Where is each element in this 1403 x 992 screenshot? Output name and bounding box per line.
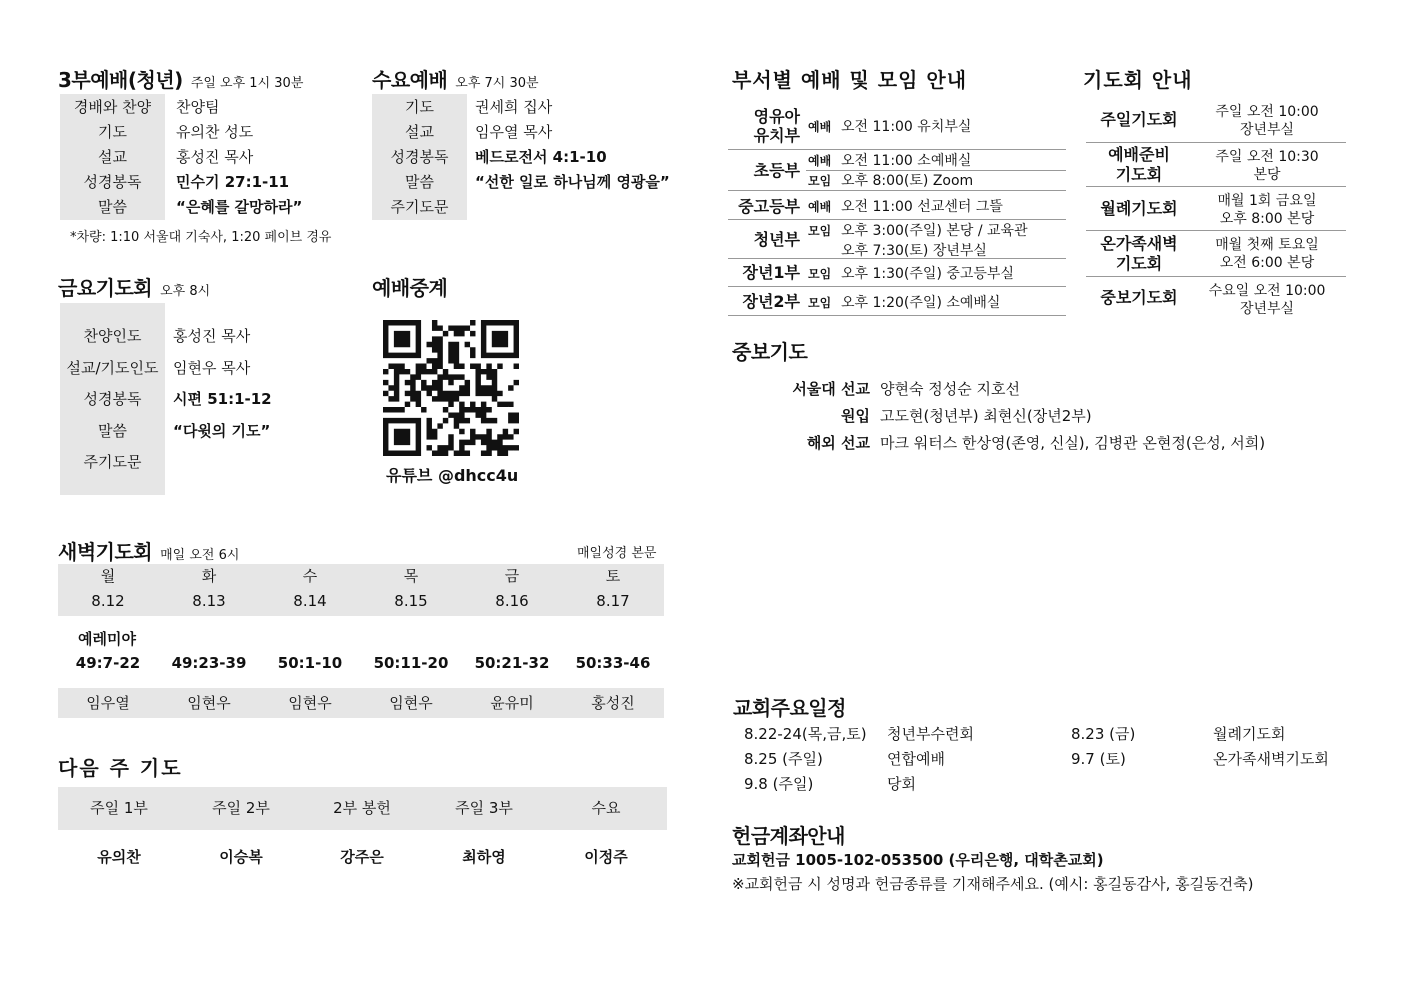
row-value: 임우열 목사 (475, 123, 553, 141)
wednesday-heading (372, 64, 539, 93)
divider (728, 315, 1066, 316)
department-detail: 오전 11:00 선교센터 그뜰 (841, 199, 1003, 215)
department-detail: 오후 7:30(토) 장년부실 (841, 242, 987, 259)
row-label: 경배와 찬양 (73, 98, 152, 116)
intercession-title: 중보기도 (732, 340, 808, 364)
schedule-date: 9.8 (주일) (744, 775, 814, 793)
schedule-date: 9.7 (토) (1071, 750, 1126, 768)
prayer-meeting-name: 중보기도회 (1100, 288, 1178, 307)
divider (728, 190, 1066, 191)
row-label: 기도 (98, 123, 127, 141)
dawn-day: 금 (504, 567, 520, 585)
dawn-time: 매일 오전 6시 (160, 548, 240, 563)
prayer-meeting-time: 매월 1회 금요일 (1217, 193, 1317, 209)
department-name: 영유아 유치부 (753, 107, 800, 145)
department-tag: 모임 (808, 223, 832, 238)
row-value: 홍성진 목사 (173, 327, 251, 345)
next-week-name: 강주은 (340, 848, 384, 866)
next-week-name: 최하영 (462, 848, 506, 866)
department-detail: 오후 1:30(주일) 중고등부실 (841, 265, 1014, 282)
prayer-meeting-time: 주일 오전 10:30 (1215, 149, 1319, 165)
department-detail: 오후 3:00(주일) 본당 / 교육관 (841, 222, 1028, 239)
dawn-passage: 49:23-39 (171, 654, 247, 672)
row-label: 설교 (405, 123, 434, 141)
next-week-name: 이승복 (219, 848, 263, 866)
department-name: 청년부 (753, 230, 800, 249)
broadcast-caption[interactable]: 유튜브 @dhcc4u (386, 466, 519, 485)
department-detail: 오후 8:00(토) Zoom (841, 173, 974, 189)
friday-heading (58, 272, 210, 301)
offering-note: ※교회헌금 시 성명과 헌금종류를 기재해주세요. (예시: 홍길동감사, 홍길동건축) (732, 875, 1254, 893)
row-value: 권세희 집사 (475, 98, 553, 116)
department-tag: 모임 (808, 295, 832, 310)
next-week-header: 수요 (591, 799, 621, 817)
dawn-date: 8.17 (596, 592, 630, 610)
row-value: 임현우 목사 (173, 358, 251, 377)
dawn-passage: 50:33-46 (575, 654, 651, 672)
department-tag: 예배 (808, 120, 832, 134)
row-label: 말씀 (98, 198, 127, 216)
prayer-meeting-time: 매월 첫째 토요일 (1215, 237, 1319, 253)
schedule-date: 8.25 (주일) (744, 750, 823, 768)
row-value: 찬양팀 (176, 98, 220, 116)
prayer-meeting-place: 오후 8:00 본당 (1219, 211, 1315, 227)
dawn-title: 새벽기도회 (58, 540, 153, 564)
row-label: 성경봉독 (390, 148, 449, 166)
broadcast-title: 예배중계 (372, 276, 448, 300)
dawn-leader: 임현우 (187, 694, 231, 712)
department-name: 초등부 (753, 160, 800, 180)
row-label: 성경봉독 (83, 173, 142, 191)
schedule-event: 연합예배 (887, 750, 945, 768)
service3-title: 3부예배(청년) (58, 68, 183, 92)
dawn-day: 토 (605, 567, 621, 585)
row-label: 성경봉독 (83, 390, 142, 408)
divider (806, 170, 1066, 171)
dawn-date: 8.13 (192, 592, 226, 610)
department-detail: 오후 1:20(주일) 소예배실 (841, 294, 1001, 311)
department-detail: 오전 11:00 유치부실 (841, 119, 972, 135)
row-label: 찬양인도 (83, 327, 142, 345)
next-week-title: 다음 주 기도 (58, 756, 183, 780)
department-tag: 예배 (808, 200, 832, 214)
dawn-day: 목 (403, 567, 419, 585)
row-value: 유의찬 성도 (176, 123, 254, 141)
offering-account: 교회헌금 1005-102-053500 (우리은행, 대학촌교회) (732, 851, 1104, 869)
intercession-value: 고도현(청년부) 최현신(장년2부) (880, 407, 1092, 425)
intercession-label: 서울대 선교 (792, 380, 870, 398)
schedule-event: 청년부수련회 (887, 725, 974, 743)
friday-time: 오후 8시 (160, 284, 211, 299)
dawn-passage: 49:7-22 (75, 654, 141, 672)
prayer-meeting-name: 월례기도회 (1100, 198, 1178, 218)
row-value: 시편 51:1-12 (173, 390, 272, 408)
dawn-date: 8.14 (293, 592, 327, 610)
schedule-date: 8.22-24(목,금,토) (744, 725, 867, 743)
dawn-leader: 홍성진 (591, 694, 635, 712)
divider (728, 286, 1066, 287)
row-value: “은혜를 갈망하라” (176, 198, 303, 216)
row-label: 말씀 (405, 173, 434, 191)
friday-title: 금요기도회 (58, 276, 153, 300)
intercession-label: 원입 (841, 407, 870, 425)
service3-note: *차량: 1:10 서울대 기숙사, 1:20 페이브 경유 (70, 230, 332, 245)
qr-pattern (383, 320, 519, 456)
dawn-right-note: 매일성경 본문 (577, 546, 657, 561)
prayer-meeting-name: 온가족새벽 기도회 (1100, 233, 1178, 273)
row-label: 설교 (98, 148, 127, 166)
row-value: 민수기 27:1-11 (176, 173, 290, 191)
schedule-date: 8.23 (금) (1071, 725, 1136, 743)
prayer-meetings-title: 기도회 안내 (1083, 68, 1193, 92)
dawn-leader: 임현우 (389, 694, 433, 712)
prayer-meeting-place: 장년부실 (1239, 122, 1295, 138)
dawn-day: 월 (100, 567, 116, 585)
dawn-date: 8.12 (91, 592, 125, 610)
wednesday-time: 오후 7시 30분 (455, 76, 539, 91)
intercession-value: 양현숙 정성순 지호선 (880, 380, 1020, 398)
service3-heading (58, 64, 303, 93)
dawn-leader: 윤유미 (490, 694, 534, 712)
dawn-passage: 50:1-10 (277, 654, 343, 672)
row-label: 말씀 (98, 421, 127, 440)
department-tag: 모임 (808, 266, 832, 281)
row-value: 베드로전서 4:1-10 (475, 148, 607, 166)
offering-title: 헌금계좌안내 (732, 824, 845, 848)
dawn-passage: 50:21-32 (474, 654, 550, 672)
wednesday-title: 수요예배 (372, 68, 448, 92)
schedule-event: 당회 (887, 775, 916, 793)
department-name: 장년1부 (742, 263, 800, 282)
department-name: 중고등부 (738, 196, 800, 216)
dawn-passage: 50:11-20 (373, 654, 449, 672)
row-value: “선한 일로 하나님께 영광을” (475, 173, 670, 191)
dawn-book: 예레미야 (78, 630, 136, 648)
next-week-name: 이정주 (584, 848, 628, 866)
dawn-day: 수 (302, 567, 318, 585)
row-label: 주기도문 (390, 198, 449, 216)
row-label: 기도 (405, 98, 434, 116)
next-week-header: 주일 2부 (212, 799, 270, 817)
department-detail: 오전 11:00 소예배실 (841, 153, 972, 169)
row-label: 주기도문 (83, 453, 142, 471)
prayer-meeting-name: 예배준비 기도회 (1108, 144, 1170, 184)
prayer-meeting-place: 본당 (1253, 167, 1281, 183)
prayer-meeting-time: 수요일 오전 10:00 (1208, 283, 1326, 299)
department-tag: 예배 (808, 154, 832, 168)
row-value: 홍성진 목사 (176, 148, 254, 166)
dawn-day: 화 (201, 567, 217, 585)
next-week-name: 유의찬 (97, 848, 141, 866)
department-name: 장년2부 (742, 292, 800, 311)
schedule-title: 교회주요일정 (733, 696, 846, 720)
dawn-heading (58, 536, 239, 565)
dawn-date: 8.15 (394, 592, 428, 610)
next-week-header: 주일 3부 (455, 799, 513, 817)
next-week-header: 2부 봉헌 (333, 799, 391, 817)
dawn-leader: 임현우 (288, 694, 332, 712)
prayer-meeting-place: 장년부실 (1239, 301, 1295, 317)
schedule-event: 월례기도회 (1213, 725, 1286, 743)
department-tag: 모임 (808, 174, 832, 188)
dawn-leader: 임우열 (86, 694, 130, 712)
prayer-meeting-time: 주일 오전 10:00 (1215, 104, 1319, 120)
next-week-header: 주일 1부 (90, 799, 148, 817)
row-label: 설교/기도인도 (66, 358, 159, 377)
departments-title: 부서별 예배 및 모임 안내 (732, 68, 968, 92)
prayer-meeting-name: 주일기도회 (1100, 110, 1178, 129)
schedule-event: 온가족새벽기도회 (1213, 750, 1329, 768)
youtube-qr-code[interactable] (383, 320, 519, 456)
dawn-date: 8.16 (495, 592, 529, 610)
row-value: “다윗의 기도” (173, 421, 271, 440)
intercession-value: 마크 워터스 한상영(존영, 신실), 김병관 온현정(은성, 서희) (880, 434, 1266, 452)
prayer-meeting-place: 오전 6:00 본당 (1219, 255, 1315, 271)
intercession-label: 해외 선교 (806, 434, 870, 452)
service3-time: 주일 오후 1시 30분 (190, 76, 304, 91)
